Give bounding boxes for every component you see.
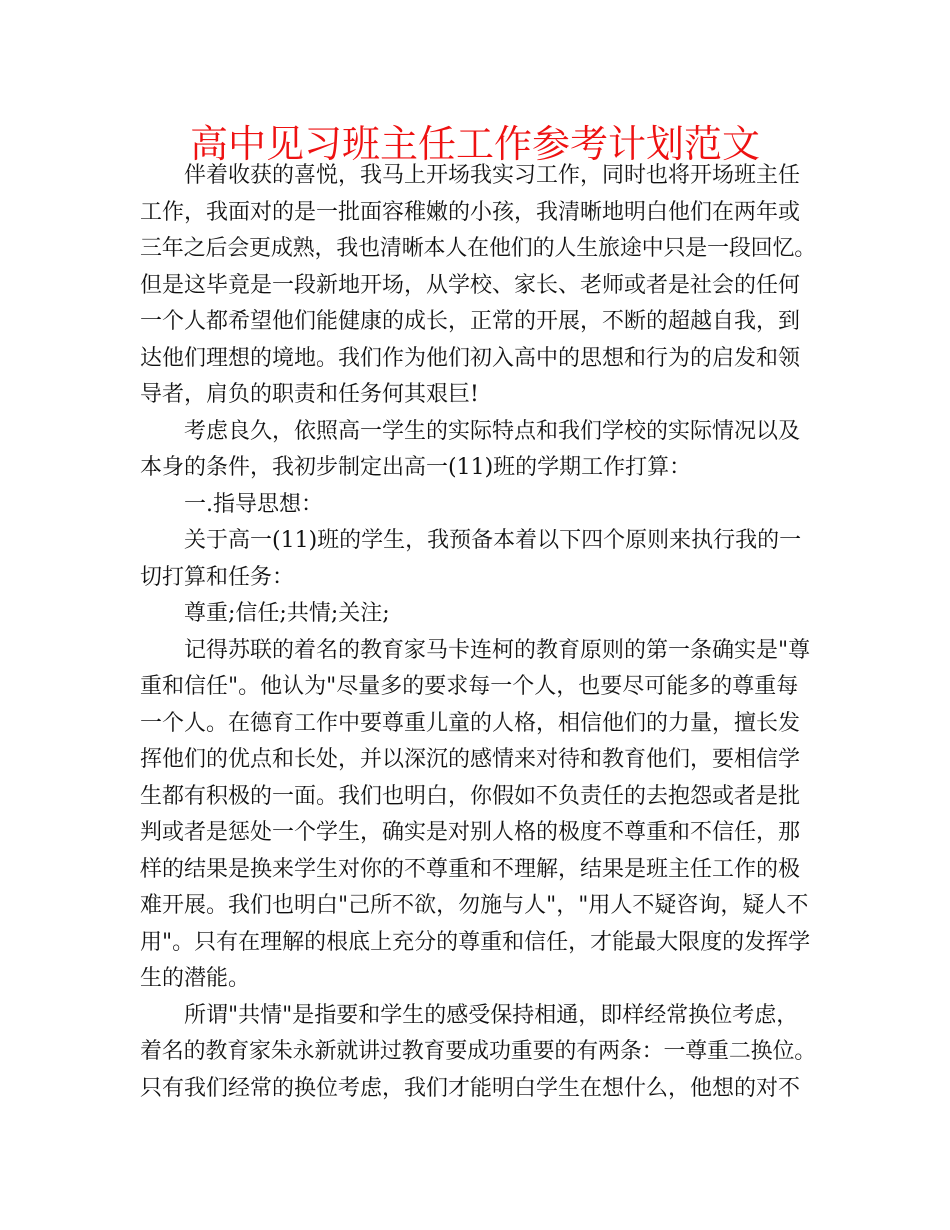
- text-line: 导者，肩负的职责和任务何其艰巨!: [140, 382, 479, 407]
- text-line: 尊重;信任;共情;关注;: [184, 601, 390, 626]
- text-line: 生都有积极的一面。我们也明白，你假如不负责任的去抱怨或者是批: [140, 783, 801, 809]
- text-line: 工作，我面对的是一批面容稚嫩的小孩，我清晰地明白他们在两年或: [140, 199, 801, 225]
- text-line: 伴着收获的喜悦，我马上开场我实习工作，同时也将开场班主任: [184, 163, 801, 188]
- document-body: [140, 158, 816, 1107]
- text-line: 记得苏联的着名的教育家马卡连柯的教育原则的第一条确实是"尊: [184, 637, 811, 663]
- text-line: 三年之后会更成熟，我也清晰本人在他们的人生旅途中只是一段回忆。: [140, 236, 817, 261]
- text-line: 一.指导思想：: [184, 491, 323, 517]
- text-line: 生的潜能。: [140, 966, 251, 991]
- text-line: 判或者是惩处一个学生，确实是对别人格的极度不尊重和不信任，那: [140, 820, 801, 845]
- text-line: 一个人都希望他们能健康的成长，正常的开展，不断的超越自我，到: [140, 309, 801, 334]
- text-line: 难开展。我们也明白"己所不欲，勿施与人"，"用人不疑咨询，疑人不: [140, 893, 809, 918]
- text-line: 达他们理想的境地。我们作为他们初入高中的思想和行为的启发和领: [140, 345, 801, 371]
- text-line: 但是这毕竟是一段新地开场，从学校、家长、老师或者是社会的任何: [140, 272, 801, 298]
- text-line: 关于高一(11)班的学生，我预备本着以下四个原则来执行我的一: [184, 528, 802, 553]
- text-line: 一个人。在德育工作中要尊重儿童的人格，相信他们的力量，擅长发: [140, 710, 801, 736]
- text-line: 着名的教育家朱永新就讲过教育要成功重要的有两条：一尊重二换位。: [140, 1039, 817, 1064]
- text-line: 本身的条件，我初步制定出高一(11)班的学期工作打算：: [140, 455, 692, 480]
- text-line: 样的结果是换来学生对你的不尊重和不理解，结果是班主任工作的极: [140, 856, 801, 882]
- text-line: 所谓"共情"是指要和学生的感受保持相通，即样经常换位考虑，: [184, 1002, 799, 1028]
- text-line: 用"。只有在理解的根底上充分的尊重和信任，才能最大限度的发挥学: [140, 929, 811, 955]
- text-line: 重和信任"。他认为"尽量多的要求每一个人，也要尽可能多的尊重每: [140, 674, 799, 699]
- text-line: 挥他们的优点和长处，并以深沉的感情来对待和教育他们，要相信学: [140, 747, 801, 772]
- document-title: 高中见习班主任工作参考计划范文: [189, 122, 760, 166]
- text-line: 只有我们经常的换位考虑，我们才能明白学生在想什么，他想的对不: [140, 1075, 801, 1101]
- text-line: 考虑良久，依照高一学生的实际特点和我们学校的实际情况以及: [184, 418, 801, 444]
- text-line: 切打算和任务：: [140, 564, 295, 590]
